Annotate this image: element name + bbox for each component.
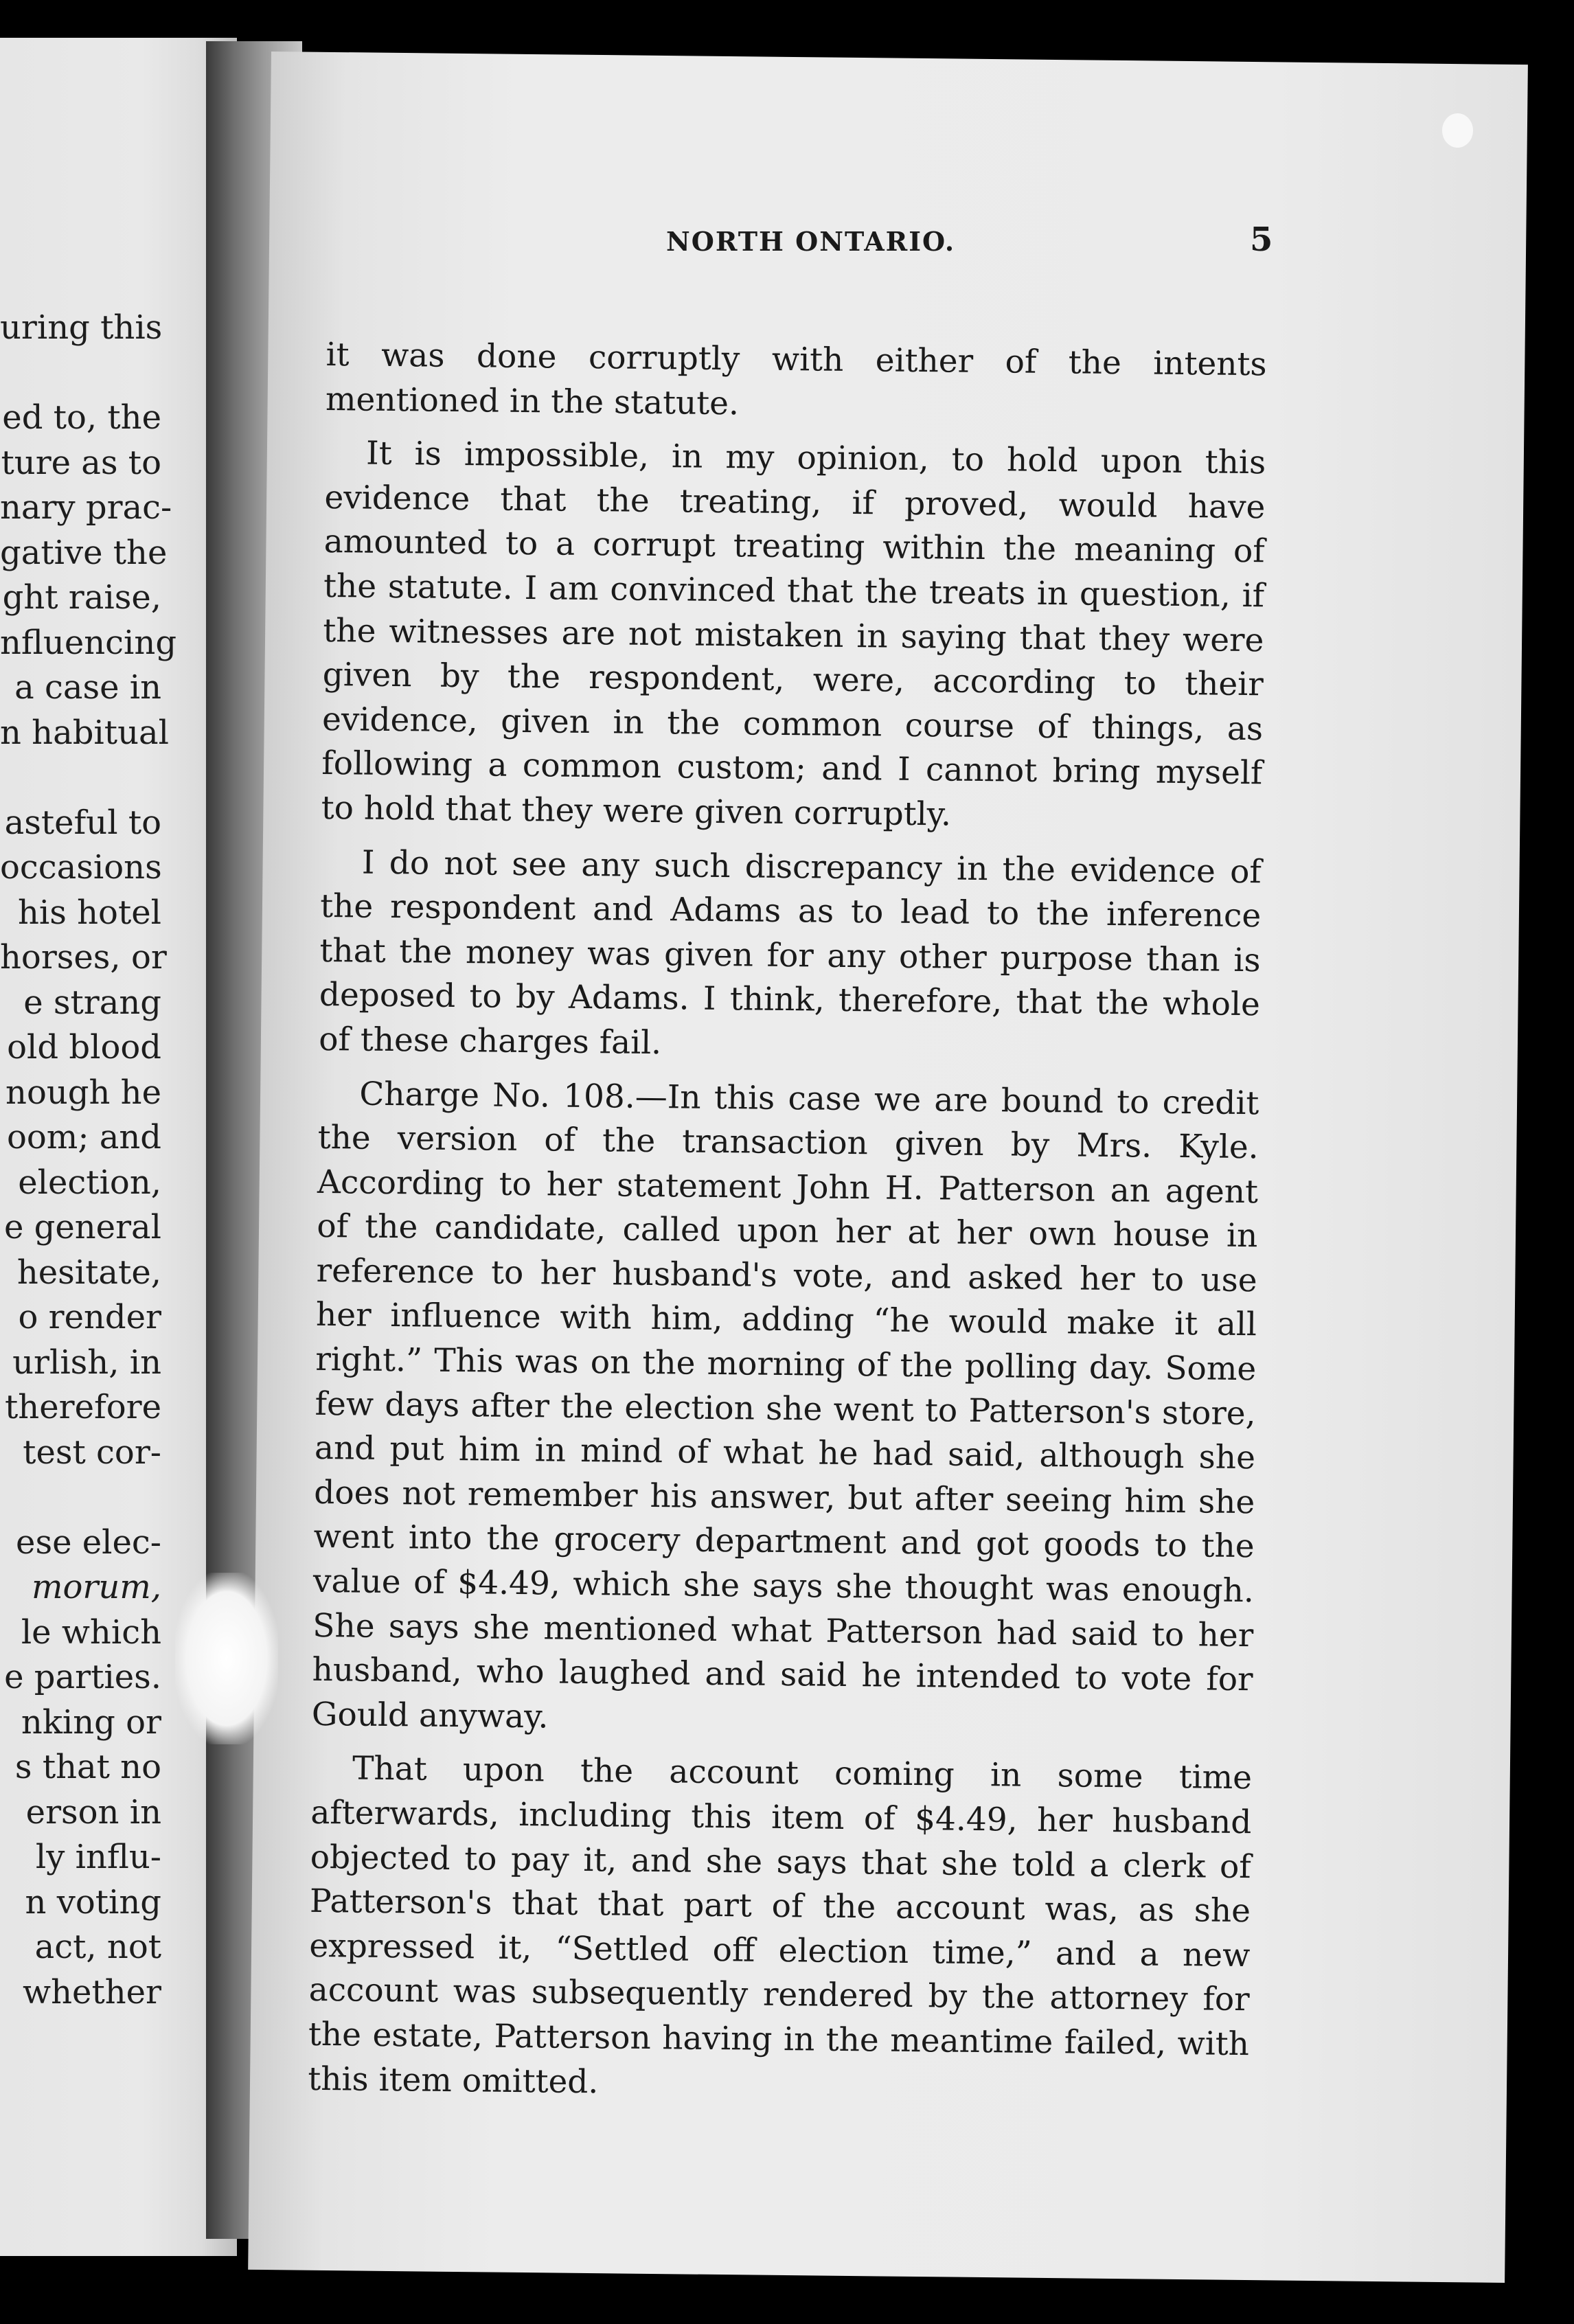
paper-tear: [175, 1573, 278, 1744]
left-line: whether: [23, 1972, 161, 2012]
left-line: old blood: [7, 1028, 161, 1067]
left-line: oom; and: [7, 1118, 161, 1157]
left-line: o render: [18, 1298, 161, 1336]
left-line: ly influ-: [35, 1838, 161, 1876]
paragraph: That upon the account coming in some time afterwards, including this item of $4.49, her husband objected to pay it, and she says that she told a clerk of Patterson's that that part of the account was, as she expressed it, “Settled off election time,” and a new account was subsequently rendered by the attorney for the estate, Patterson having in the meantime failed, with this item omitted.: [308, 1749, 1253, 2101]
paper-speck: [1442, 113, 1473, 148]
left-line: nfluencing: [0, 623, 177, 662]
left-line: e parties.: [4, 1658, 161, 1696]
left-line: n voting: [25, 1882, 161, 1922]
left-line: election,: [18, 1163, 161, 1202]
paragraph: Charge No. 108.—In this case we are bound to credit the version of the transaction given by Mrs. Kyle. According to her statement John H. Patterson an agent of the candidate, called upon her at her own house in reference to her husband's vote, and asked her to use her influence with him, adding “he would make it all right.” This was on the morning of the polling day. Some few days after the election she went to Patterson's store, and put him in mind of what he had said, although she does not remember his answer, but after seeing him she went into the grocery department and got goods to the value of $4.49, which she says she thought was enough. She says she mentioned what Patterson had said to her husband, who laughed and said he intended to vote for Gould anyway.: [311, 1075, 1259, 1736]
page-number: 5: [1250, 220, 1275, 259]
left-line: nking or: [21, 1702, 161, 1742]
left-line: a case in: [14, 668, 161, 707]
left-line: asteful to: [4, 803, 161, 842]
left-page: [0, 38, 237, 2256]
left-line: act, not: [34, 1928, 161, 1966]
left-line: [0, 1475, 161, 1520]
running-title: NORTH ONTARIO.: [666, 226, 956, 257]
left-line: s that no: [14, 1748, 161, 1786]
left-line: e general: [3, 1208, 161, 1246]
running-header: [371, 216, 1275, 271]
left-line: [0, 351, 161, 396]
left-line: ture as to: [1, 443, 161, 482]
left-line: n habitual: [0, 713, 169, 752]
left-line: occasions: [0, 848, 162, 887]
left-line: [0, 755, 161, 801]
left-line: le which: [21, 1613, 161, 1652]
left-line: e strang: [23, 983, 161, 1022]
left-line: erson in: [25, 1792, 161, 1832]
left-line: nary prac-: [0, 488, 172, 527]
paragraph: I do not see any such discrepancy in the evidence of the respondent and Adams as to lead to the inference that the money was given for any other purpose than is deposed to by Adams. I think, therefore, that the whole of these charges fail.: [318, 843, 1262, 1062]
left-page-text: [0, 306, 177, 2015]
left-line: nough he: [5, 1073, 161, 1112]
left-line: hesitate,: [16, 1253, 161, 1292]
left-line: ght raise,: [2, 578, 161, 617]
left-line: horses, or: [0, 938, 167, 977]
left-line: urlish, in: [12, 1343, 161, 1382]
left-line: ed to, the: [2, 398, 161, 437]
left-line: his hotel: [17, 893, 161, 932]
left-line: uring this: [0, 308, 163, 347]
paragraph: it was done corruptly with either of the intents mentioned in the statute.: [325, 335, 1267, 422]
body-text: [308, 333, 1267, 2121]
left-line: therefore: [5, 1388, 161, 1426]
left-line: gative the: [0, 533, 168, 572]
paragraph: It is impossible, in my opinion, to hold upon this evidence that the treating, if proved, would have amounted to a corrupt treating within the meaning of the statute. I am convinced that the treats in question, if the witnesses are not mistaken in saying that they were given by the respondent, were, according to their evidence, given in the common course of things, as following a common custom; and I cannot bring myself to hold that they were given corruptly.: [321, 434, 1266, 834]
left-line: test cor-: [23, 1433, 161, 1472]
left-line: ese elec-: [16, 1523, 161, 1562]
left-line: morum,: [31, 1568, 161, 1606]
